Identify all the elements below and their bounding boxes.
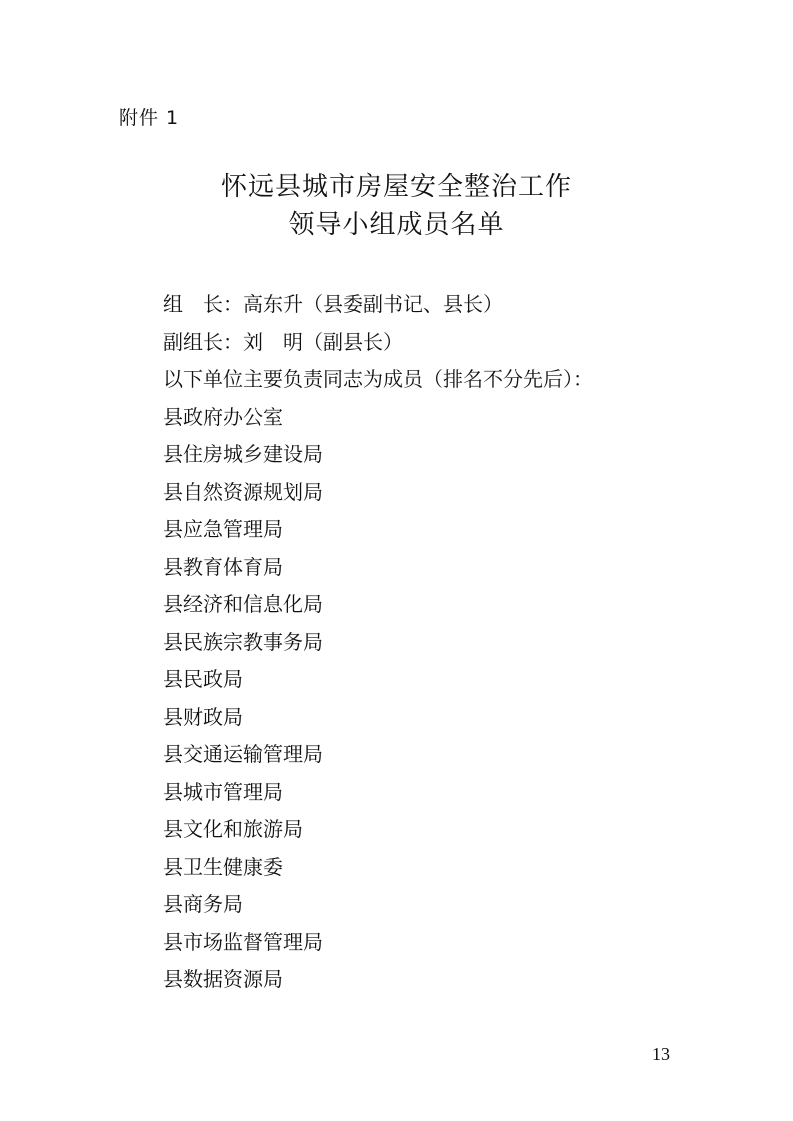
list-item: 县市场监督管理局: [163, 929, 323, 954]
list-item: 县自然资源规划局: [163, 479, 323, 504]
list-item: 县卫生健康委: [163, 854, 283, 879]
member-units-list: [163, 399, 723, 999]
list-item: 县教育体育局: [163, 554, 283, 579]
title-line-1: 怀远县城市房屋安全整治工作: [220, 172, 572, 202]
page-number: 13: [652, 1044, 670, 1064]
list-item: 县交通运输管理局: [163, 742, 323, 766]
list-item: 县民政局: [163, 667, 243, 691]
member-list-body: [163, 286, 723, 999]
list-item: 县财政局: [163, 704, 243, 729]
attachment-label: 附件 1: [119, 107, 180, 129]
title-line-2: 领导小组成员名单: [288, 210, 505, 240]
list-item: 县商务局: [163, 892, 243, 916]
document-title: [0, 168, 793, 244]
list-item: 县城市管理局: [163, 779, 283, 804]
list-item: 县政府办公室: [163, 404, 283, 429]
list-item: 县数据资源局: [163, 967, 283, 991]
group-leader: 组 长：高东升（县委副书记、县长）: [163, 292, 503, 316]
members-intro: 以下单位主要负责同志为成员（排名不分先后）：: [163, 367, 593, 391]
deputy-group-leader: 副组长：刘 明（副县长）: [163, 329, 403, 354]
list-item: 县文化和旅游局: [163, 817, 303, 841]
list-item: 县民族宗教事务局: [163, 629, 323, 654]
list-item: 县住房城乡建设局: [163, 442, 323, 466]
list-item: 县应急管理局: [163, 517, 283, 541]
list-item: 县经济和信息化局: [163, 592, 323, 616]
